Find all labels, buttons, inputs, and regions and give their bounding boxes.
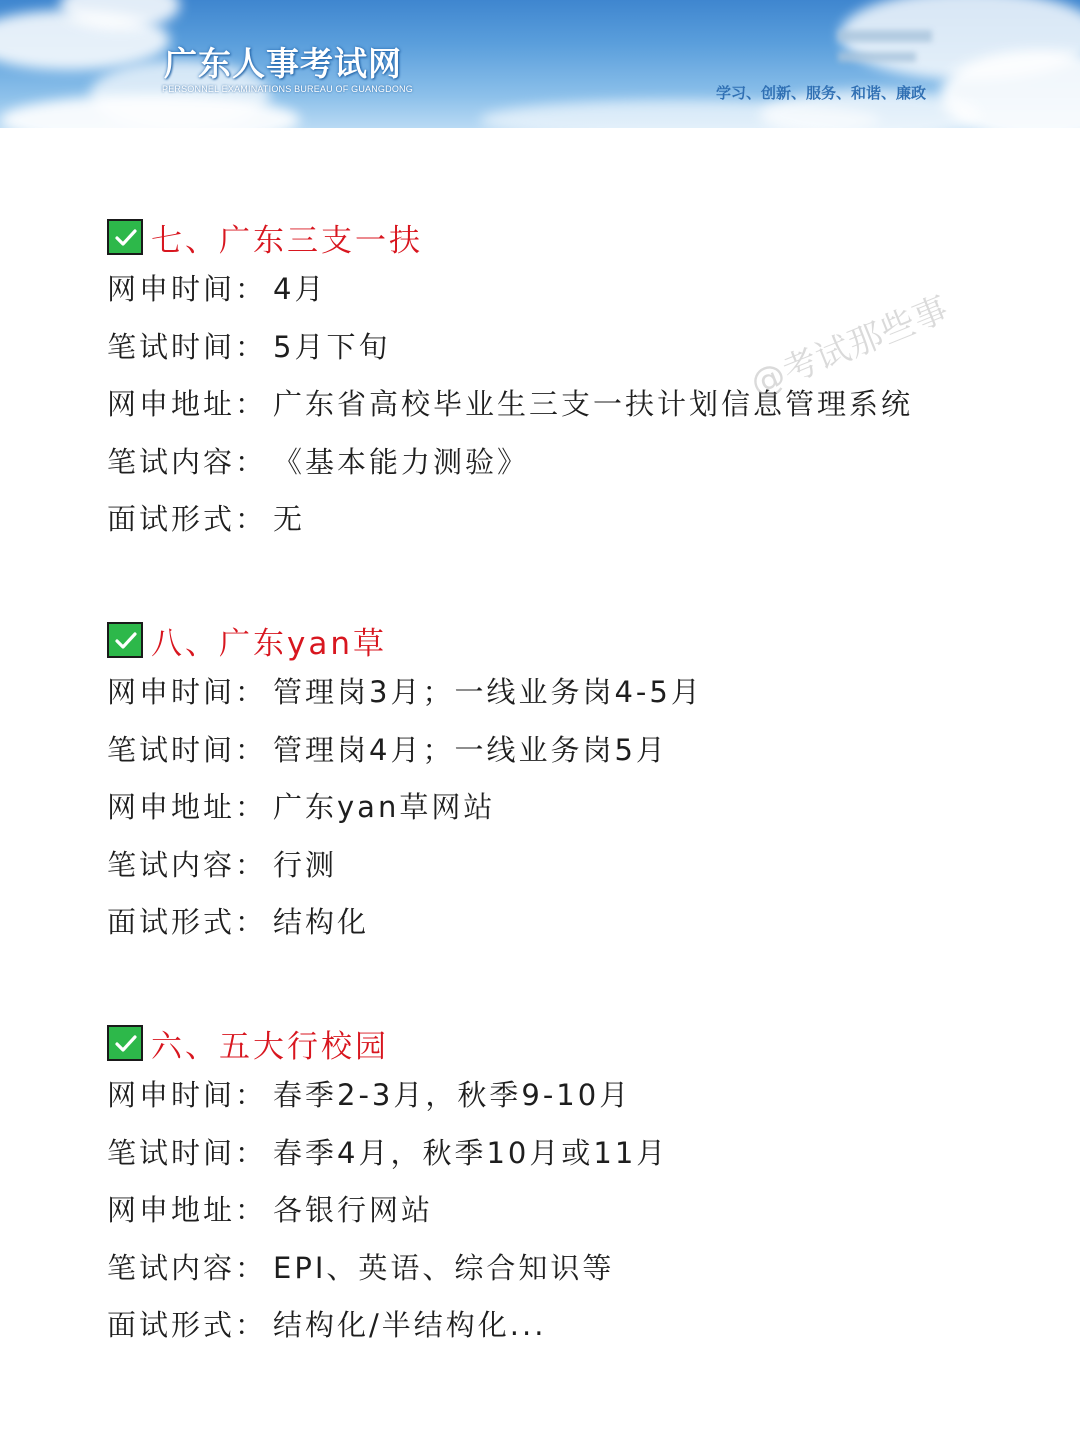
section-header	[107, 215, 1007, 259]
info-row	[107, 1065, 1007, 1123]
info-row	[107, 1238, 1007, 1296]
site-subtitle: PERSONNEL EXAMINATIONS BUREAU OF GUANGDONG	[162, 84, 413, 94]
row-value: 广东yan草网站	[273, 790, 496, 825]
row-value: 广东省高校毕业生三支一扶计划信息管理系统	[273, 387, 914, 422]
row-value: 管理岗3月；一线业务岗4-5月	[273, 675, 703, 710]
section-title: 八、广东yan草	[151, 625, 387, 662]
row-label: 网申地址：	[107, 387, 268, 422]
row-label: 面试形式：	[107, 905, 268, 940]
info-row	[107, 1123, 1007, 1181]
watermark-text: @考试那些事	[744, 288, 955, 405]
row-label: 笔试时间：	[107, 1135, 268, 1170]
row-label: 网申时间：	[107, 272, 268, 307]
row-label: 网申地址：	[107, 790, 268, 825]
row-label: 面试形式：	[107, 502, 268, 537]
header-banner	[0, 0, 1080, 128]
info-row	[107, 432, 1007, 490]
section-bank-campus	[107, 1021, 1007, 1353]
row-value: 结构化/半结构化...	[273, 1308, 547, 1343]
row-value: 春季4月，秋季10月或11月	[273, 1135, 669, 1170]
section-yancao	[107, 618, 1007, 950]
row-label: 笔试时间：	[107, 329, 268, 364]
row-value: 各银行网站	[273, 1193, 434, 1228]
info-row	[107, 489, 1007, 547]
section-title: 六、五大行校园	[151, 1028, 389, 1065]
row-value: 行测	[273, 847, 338, 882]
info-row	[107, 835, 1007, 893]
row-label: 笔试内容：	[107, 444, 268, 479]
info-row	[107, 374, 1007, 432]
check-mark-icon	[107, 622, 143, 658]
site-title: 广东人事考试网	[164, 44, 402, 83]
row-label: 面试形式：	[107, 1308, 268, 1343]
info-row	[107, 662, 1007, 720]
info-row	[107, 1180, 1007, 1238]
row-value: EPI、英语、综合知识等	[273, 1250, 615, 1285]
row-value: 《基本能力测验》	[273, 444, 530, 479]
check-mark-icon	[107, 1025, 143, 1061]
row-label: 笔试内容：	[107, 847, 268, 882]
blurred-info	[838, 30, 932, 42]
info-row	[107, 1295, 1007, 1353]
blurred-info	[838, 52, 916, 62]
row-value: 管理岗4月；一线业务岗5月	[273, 732, 668, 767]
section-sanzhiyifu	[107, 215, 1007, 547]
info-row	[107, 720, 1007, 778]
row-label: 网申时间：	[107, 1078, 268, 1113]
row-value: 无	[273, 502, 306, 537]
row-label: 网申地址：	[107, 1193, 268, 1228]
row-label: 笔试内容：	[107, 1250, 268, 1285]
row-value: 结构化	[273, 905, 370, 940]
section-header	[107, 1021, 1007, 1065]
row-label: 笔试时间：	[107, 732, 268, 767]
info-row	[107, 777, 1007, 835]
row-label: 网申时间：	[107, 675, 268, 710]
info-row	[107, 892, 1007, 950]
site-slogan: 学习、创新、服务、和谐、廉政	[716, 84, 927, 102]
check-mark-icon	[107, 219, 143, 255]
row-value: 5月下旬	[273, 329, 391, 364]
section-header	[107, 618, 1007, 662]
row-value: 4月	[273, 272, 327, 307]
row-value: 春季2-3月，秋季9-10月	[273, 1078, 632, 1113]
section-title: 七、广东三支一扶	[151, 222, 423, 259]
